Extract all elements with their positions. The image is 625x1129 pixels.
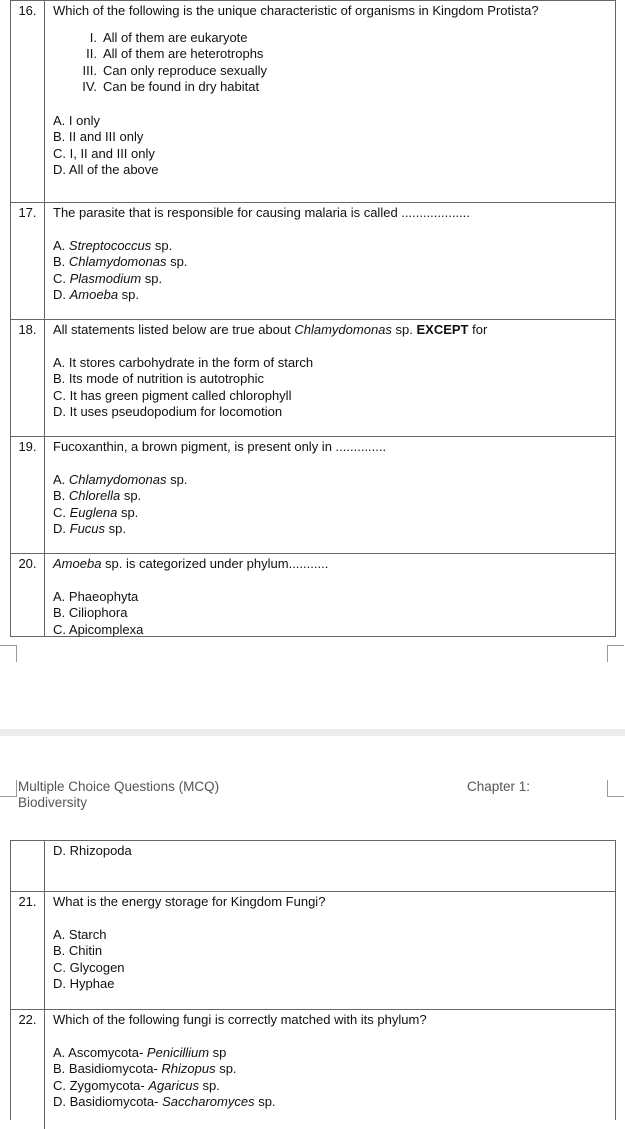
statement: IV. Can be found in dry habitat [82, 79, 260, 94]
crop-mark [0, 645, 17, 662]
crop-mark [607, 780, 624, 797]
question-content [53, 203, 615, 304]
question-content [53, 1010, 615, 1111]
header-title: Multiple Choice Questions (MCQ) [18, 779, 220, 794]
question-number: 21. [11, 892, 45, 1009]
question-number: 18. [11, 320, 45, 436]
option: B. Chlamydomonas sp. [53, 254, 188, 269]
option: D. Rhizopoda [53, 843, 132, 858]
option: A. Streptococcus sp. [53, 237, 173, 253]
option: C. I, II and III only [53, 145, 155, 161]
statement: III. Can only reproduce sexually [82, 62, 268, 78]
question-number: 22. [11, 1010, 45, 1129]
option: A. Ascomycota- Penicillium sp [53, 1044, 227, 1060]
option: A. I only [53, 112, 100, 128]
question-text: What is the energy storage for Kingdom Fungi? [53, 894, 326, 909]
option: A. Phaeophyta [53, 588, 139, 604]
option: D. Amoeba sp. [53, 287, 140, 302]
option: D. All of the above [53, 162, 159, 177]
question-number: 16. [11, 1, 45, 202]
page-header-left [18, 779, 219, 811]
option: C. Zygomycota- Agaricus sp. [53, 1077, 220, 1093]
question-text: Fucoxanthin, a brown pigment, is present only in .............. [53, 439, 387, 454]
question-content [53, 554, 615, 638]
page-header-chapter: Chapter 1: [467, 779, 531, 794]
question-row-21 [11, 891, 615, 1009]
question-row-18 [11, 319, 615, 436]
question-row-16 [11, 1, 615, 202]
option: D. It uses pseudopodium for locomotion [53, 404, 283, 419]
option: B. Chitin [53, 943, 103, 958]
option: C. It has green pigment called chlorophyll [53, 387, 292, 403]
crop-mark [607, 645, 624, 662]
statement-list [53, 30, 615, 96]
statement: I. All of them are eukaryote [89, 29, 248, 45]
option: C. Euglena sp. [53, 504, 139, 520]
option: A. Chlamydomonas sp. [53, 471, 188, 487]
question-content [53, 437, 615, 538]
question-text: All statements listed below are true about Chlamydomonas sp. EXCEPT for [53, 322, 488, 337]
option: C. Apicomplexa [53, 621, 144, 637]
question-text: Which of the following fungi is correctly matched with its phylum? [53, 1012, 427, 1027]
question-text: The parasite that is responsible for causing malaria is called ................... [53, 205, 470, 220]
question-number: 19. [11, 437, 45, 553]
header-subtitle: Biodiversity [18, 795, 88, 810]
option: D. Hyphae [53, 976, 115, 991]
question-content [53, 841, 615, 860]
option: D. Basidiomycota- Saccharomyces sp. [53, 1094, 276, 1109]
question-content [53, 320, 615, 421]
statement: II. All of them are heterotrophs [86, 46, 264, 61]
question-content [53, 1, 615, 179]
question-row-17 [11, 202, 615, 319]
option: B. II and III only [53, 129, 144, 144]
crop-mark [0, 780, 17, 797]
option: C. Glycogen [53, 959, 125, 975]
option: A. Starch [53, 926, 107, 942]
question-row-19 [11, 436, 615, 553]
question-text: Amoeba sp. is categorized under phylum........... [53, 556, 329, 571]
question-number [11, 841, 45, 891]
option: B. Basidiomycota- Rhizopus sp. [53, 1061, 237, 1076]
option: A. It stores carbohydrate in the form of starch [53, 354, 314, 370]
option: B. Ciliophora [53, 605, 128, 620]
question-row-20 [11, 553, 615, 636]
question-content [53, 892, 615, 993]
option: D. Fucus sp. [53, 521, 126, 536]
question-number: 20. [11, 554, 45, 636]
option: B. Its mode of nutrition is autotrophic [53, 371, 264, 386]
question-row-22 [11, 1009, 615, 1129]
question-table-page1 [10, 0, 616, 637]
question-table-page2 [10, 840, 616, 1120]
question-row-20-continued [11, 841, 615, 891]
question-number: 17. [11, 203, 45, 319]
option: B. Chlorella sp. [53, 488, 142, 503]
page-separator [0, 729, 625, 736]
question-text: Which of the following is the unique characteristic of organisms in Kingdom Protista? [53, 3, 539, 18]
option: C. Plasmodium sp. [53, 270, 163, 286]
